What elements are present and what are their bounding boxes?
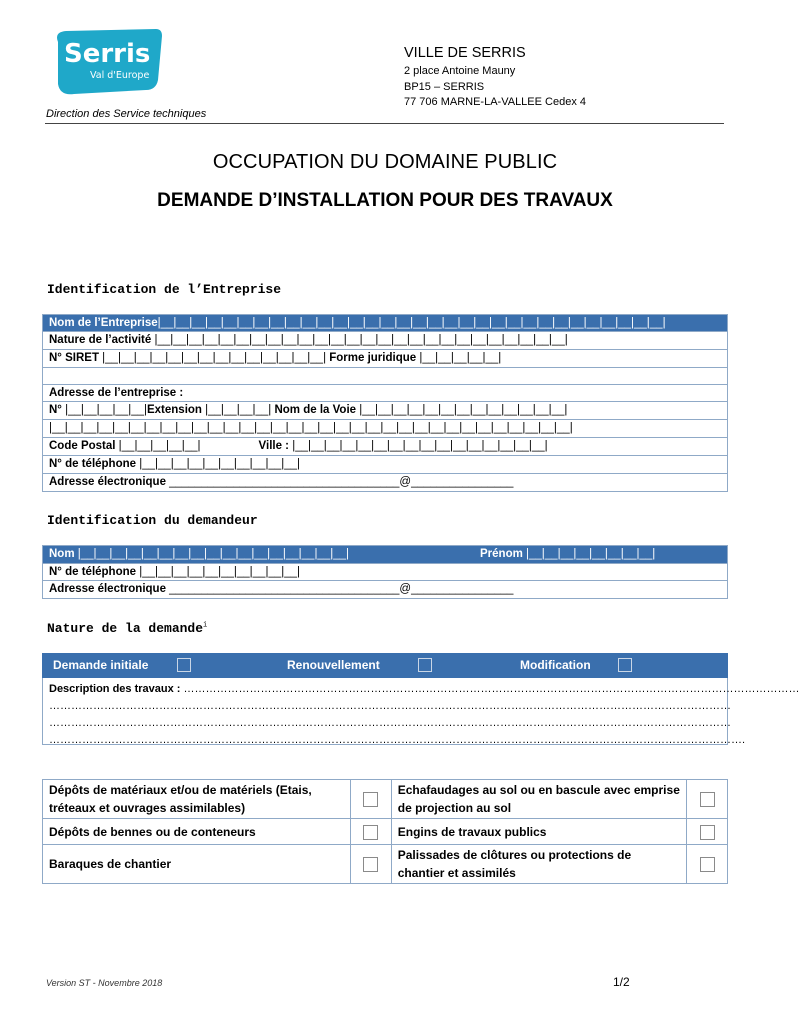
address-line: 2 place Antoine Mauny [404,65,516,77]
logo-subtext: Val d'Europe [90,70,150,81]
postal-city-field[interactable]: Code Postal |__|__|__|__|__| Ville : |__|__|__|__|__|__|__|__|__|__|__|__|__|__|__|__| [43,438,727,456]
page-number: 1/2 [613,975,630,989]
checkbox-renewal[interactable] [418,658,432,672]
checkbox-initial[interactable] [177,658,191,672]
table-row [43,780,728,819]
siret-field[interactable]: N° SIRET |__|__|__|__|__|__|__|__|__|__|__|__|__|__| Forme juridique |__|__|__|__|__| [43,350,727,368]
logo-text: Serris [64,39,151,69]
city-name: VILLE DE SERRIS [404,45,526,61]
email-field[interactable]: Adresse électronique ____________________________________@________________ [49,476,514,488]
demandeur-name-field[interactable]: Nom |__|__|__|__|__|__|__|__|__|__|__|__|__|__|__|__|__| Prénom |__|__|__|__|__|__|__|__| [43,546,727,564]
checkbox-skips[interactable] [363,825,378,840]
address-line: 77 706 MARNE-LA-VALLEE Cedex 4 [404,96,586,108]
city-address [404,44,586,111]
checkbox-hoardings[interactable] [700,857,715,872]
demandeur-email-field[interactable]: Adresse électronique ____________________________________@________________ [49,583,514,595]
section-entreprise-title: Identification de l’Entreprise [47,282,282,297]
address-line: BP15 – SERRIS [404,80,485,93]
option-modification-label: Modification [520,658,591,672]
checkbox-machinery[interactable] [700,825,715,840]
activity-field[interactable]: Nature de l’activité |__|__|__|__|__|__|__|__|__|__|__|__|__|__|__|__|__|__|__|__|__|__|__|__|__|__| [43,332,727,350]
entreprise-name-field[interactable]: Nom de l’Entreprise|__|__|__|__|__|__|__|__|__|__|__|__|__|__|__|__|__|__|__|__|__|__|__|__|__|__|__|__|__|__|__|__| [43,315,727,332]
demandeur-form [42,545,728,599]
work-type-label: Dépôts de bennes ou de conteneurs [43,819,351,845]
section-demande-title: Nature de la demande$^i$ [47,621,208,636]
prenom-field[interactable]: Prénom |__|__|__|__|__|__|__|__| [480,548,656,560]
demandeur-phone-field[interactable]: N° de téléphone |__|__|__|__|__|__|__|__|__|__| [43,564,727,581]
checkbox-modification[interactable] [618,658,632,672]
serris-logo [52,28,164,100]
header-divider [45,123,724,124]
service-name: Direction des Service techniques [46,108,207,120]
checkbox-scaffolding[interactable] [700,792,715,807]
phone-field[interactable]: N° de téléphone |__|__|__|__|__|__|__|__|__|__| [43,456,727,474]
version-footer: Version ST - Novembre 2018 [46,978,163,988]
option-renewal-label: Renouvellement [287,658,380,672]
work-type-table [42,779,728,884]
description-field[interactable]: Description des travaux : …………………………………………………………………………………………………………………………………………………… …………………………………………………………………………………………………………………………………………………………………… …………………………………………………………………………………………………………………………………………………………………… ………………………………………………………………………………………………………………………………………………………………………. [42,678,728,745]
title-line-2: DEMANDE D’INSTALLATION POUR DES TRAVAUX [157,190,613,211]
work-type-label: Baraques de chantier [43,845,351,884]
work-type-label: Echafaudages au sol ou en bascule avec emprise de projection au sol [391,780,687,819]
blank-row [43,368,727,385]
table-row [43,819,728,845]
entreprise-form [42,314,728,492]
section-demandeur-title: Identification du demandeur [47,513,258,528]
work-type-label: Engins de travaux publics [391,819,687,845]
title-line-1: OCCUPATION DU DOMAINE PUBLIC [212,151,558,173]
street-continued-field[interactable]: |__|__|__|__|__|__|__|__|__|__|__|__|__|__|__|__|__|__|__|__|__|__|__|__|__|__|__|__|__|__|__|__|__| [43,420,727,438]
street-number-field[interactable]: N° |__|__|__|__|__|Extension |__|__|__|__| Nom de la Voie |__|__|__|__|__|__|__|__|__|__|__|__|__| [43,402,727,420]
option-initial-label: Demande initiale [53,658,149,672]
table-row [43,845,728,884]
description-label: Description des travaux : [49,683,181,695]
work-type-label: Palissades de clôtures ou protections de chantier et assimilés [391,845,687,884]
address-heading: Adresse de l’entreprise : [43,385,727,402]
work-type-label: Dépôts de matériaux et/ou de matériels (Etais, tréteaux et ouvrages assimilables) [43,780,351,819]
checkbox-materials[interactable] [363,792,378,807]
demand-type-bar [42,653,728,678]
checkbox-site-huts[interactable] [363,857,378,872]
